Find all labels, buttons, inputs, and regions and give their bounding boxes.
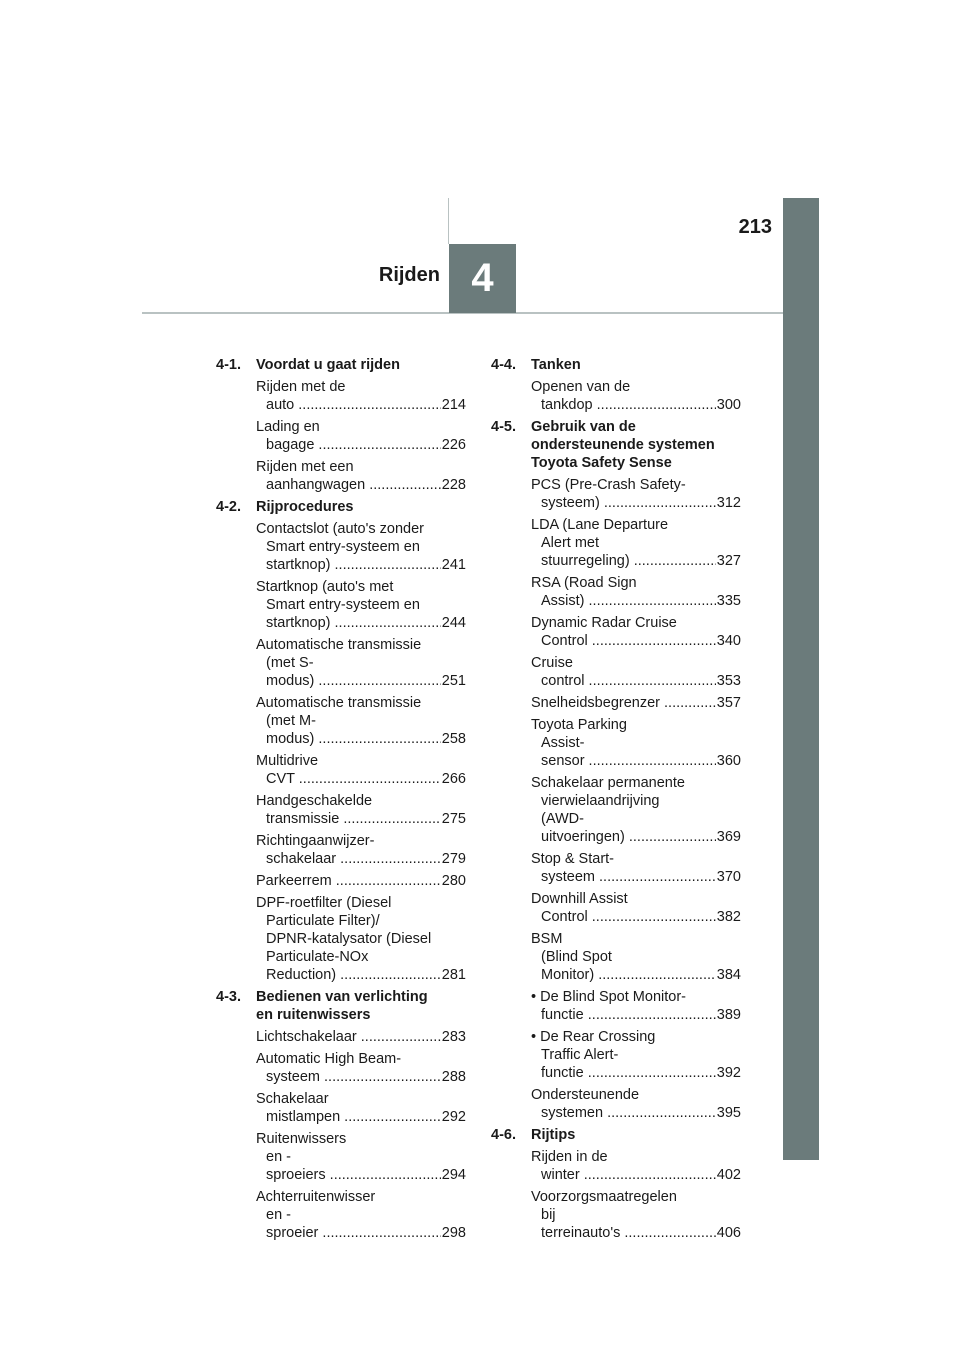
chapter-sidebar-bar	[783, 198, 819, 1160]
toc-entry-page: 360	[716, 753, 741, 769]
toc-column-right	[491, 356, 741, 1246]
toc-entry-page: 370	[716, 869, 741, 885]
toc-entry-title: Rijden met een aanhangwagen .....	[256, 458, 441, 494]
toc-entry-page: 279	[441, 851, 466, 867]
toc-entry-title: Richtingaanwijzer- schakelaar .....	[256, 832, 441, 868]
toc-entry-page: 406	[716, 1225, 741, 1241]
toc-section-number: 4-5.	[491, 419, 516, 435]
toc-section-heading	[491, 356, 741, 374]
toc-entry-title: BSM (Blind Spot Monitor) .....	[531, 930, 716, 984]
toc-column-left	[216, 356, 466, 1246]
toc-entry-page: 228	[441, 477, 466, 493]
page-number: 213	[738, 216, 772, 238]
toc-entry[interactable]	[256, 458, 466, 494]
toc-entry[interactable]	[531, 614, 741, 650]
toc-entry[interactable]	[256, 520, 466, 574]
toc-entry-title: Snelheidsbegrenzer .....	[531, 694, 716, 712]
toc-entry-body	[256, 520, 441, 574]
toc-entry[interactable]	[256, 1188, 466, 1242]
toc-entry[interactable]	[256, 636, 466, 690]
toc-entry[interactable]	[256, 1028, 466, 1046]
toc-entry-body	[256, 792, 441, 828]
toc-entry-page: 292	[441, 1109, 466, 1125]
toc-entry[interactable]	[531, 716, 741, 770]
toc-entry-page: 251	[441, 673, 466, 689]
toc-entry-page: 226	[441, 437, 466, 453]
toc-entry-title: Lichtschakelaar .....	[256, 1028, 441, 1046]
toc-entry-body	[531, 694, 716, 712]
toc-entry-title: Openen van de tankdop .....	[531, 378, 716, 414]
toc-entry[interactable]	[256, 418, 466, 454]
toc-entry[interactable]	[531, 850, 741, 886]
toc-section-number: 4-3.	[216, 989, 241, 1005]
toc-entry-page: 275	[441, 811, 466, 827]
toc-entry[interactable]	[531, 1148, 741, 1184]
chapter-title: Rijden	[378, 264, 440, 286]
toc-entry-body	[256, 458, 441, 494]
toc-entry-title: LDA (Lane Departure Alert met stuurregeling) .....	[531, 516, 716, 570]
toc-entry-body	[531, 574, 716, 610]
toc-entry-title: Handgeschakelde transmissie .....	[256, 792, 441, 828]
toc-entry-body	[256, 694, 441, 748]
toc-entry-body	[256, 1028, 441, 1046]
toc-entry[interactable]	[256, 578, 466, 632]
toc-entry-body	[256, 1188, 441, 1242]
toc-entry-title: Startknop (auto's met Smart entry-systeem en startknop) .....	[256, 578, 441, 632]
toc-entry-title: Parkeerrem .....	[256, 872, 441, 890]
toc-entry[interactable]	[531, 1086, 741, 1122]
toc-entry-page: 353	[716, 673, 741, 689]
toc-entry-page: 335	[716, 593, 741, 609]
toc-entry[interactable]	[531, 378, 741, 414]
toc-entry-page: 266	[441, 771, 466, 787]
toc-entry[interactable]	[256, 752, 466, 788]
toc-entry-page: 281	[441, 967, 466, 983]
toc-entry-title: Cruise control .....	[531, 654, 716, 690]
toc-entry-title: PCS (Pre-Crash Safety- systeem) .....	[531, 476, 716, 512]
toc-section-title: Bedienen van verlichting en ruitenwissers	[256, 989, 428, 1023]
toc-entry[interactable]	[531, 694, 741, 712]
toc-entry-body	[531, 930, 716, 984]
toc-entry-title: • De Rear Crossing Traffic Alert-functie .....	[531, 1028, 716, 1082]
toc-entry-title: Ondersteunende systemen .....	[531, 1086, 716, 1122]
toc-entry-body	[531, 614, 716, 650]
toc-entry[interactable]	[256, 694, 466, 748]
toc-entry-body	[531, 988, 716, 1024]
toc-entry-title: Multidrive CVT .....	[256, 752, 441, 788]
toc-entry-body	[256, 1130, 441, 1184]
header-divider-vertical	[448, 198, 449, 244]
toc-section-number: 4-4.	[491, 357, 516, 373]
toc-entry[interactable]	[531, 654, 741, 690]
toc-entry-body	[531, 774, 716, 846]
toc-entry-page: 312	[716, 495, 741, 511]
toc-entry-body	[531, 1028, 716, 1082]
toc-entry-body	[531, 476, 716, 512]
toc-entry-body	[256, 1090, 441, 1126]
toc-section-heading	[216, 988, 466, 1024]
toc-entry-page: 327	[716, 553, 741, 569]
toc-entry[interactable]	[531, 476, 741, 512]
toc-section-heading	[216, 356, 466, 374]
toc-entry-title: DPF-roetfilter (Diesel Particulate Filter)/ DPNR-katalysator (Diesel Particulate-NOx Reduction) .....	[256, 894, 441, 984]
toc-entry-page: 382	[716, 909, 741, 925]
toc-entry-body	[531, 716, 716, 770]
toc-entry[interactable]	[256, 872, 466, 890]
toc-entry-title: Stop & Start-systeem .....	[531, 850, 716, 886]
toc-section-title: Tanken	[531, 357, 581, 373]
toc-section-number: 4-1.	[216, 357, 241, 373]
toc-section-number: 4-2.	[216, 499, 241, 515]
toc-entry-page: 300	[716, 397, 741, 413]
toc-section-number: 4-6.	[491, 1127, 516, 1143]
toc-entry[interactable]	[256, 1130, 466, 1184]
toc-entry[interactable]	[256, 1090, 466, 1126]
toc-entry-body	[531, 654, 716, 690]
toc-entry-page: 258	[441, 731, 466, 747]
toc-entry-title: Voorzorgsmaatregelen bij terreinauto's .....	[531, 1188, 716, 1242]
toc-entry[interactable]	[256, 378, 466, 414]
toc-entry-title: Lading en bagage .....	[256, 418, 441, 454]
toc-entry-title: RSA (Road Sign Assist) .....	[531, 574, 716, 610]
toc-entry-title: Automatische transmissie (met S-modus) .....	[256, 636, 441, 690]
toc-entry-page: 283	[441, 1029, 466, 1045]
toc-entry-page: 288	[441, 1069, 466, 1085]
toc-entry[interactable]	[531, 988, 741, 1024]
toc-entry-body	[256, 578, 441, 632]
toc-entry-page: 241	[441, 557, 466, 573]
toc-entry-title: Rijden met de auto .....	[256, 378, 441, 414]
toc-entry[interactable]	[256, 832, 466, 868]
toc-entry-body	[531, 1188, 716, 1242]
chapter-number-box	[449, 244, 516, 313]
toc-section-heading	[491, 418, 741, 472]
chapter-number: 4	[471, 256, 494, 300]
toc-entry-body	[531, 378, 716, 414]
toc-entry[interactable]	[531, 574, 741, 610]
toc-entry-page: 395	[716, 1105, 741, 1121]
toc-entry-title: Achterruitenwisser en -sproeier .....	[256, 1188, 441, 1242]
toc-entry-page: 402	[716, 1167, 741, 1183]
toc-section-heading	[216, 498, 466, 516]
toc-entry-page: 340	[716, 633, 741, 649]
toc-entry-title: Automatische transmissie (met M-modus) .....	[256, 694, 441, 748]
toc-entry-body	[531, 516, 716, 570]
toc-entry-page: 369	[716, 829, 741, 845]
toc-entry-body	[531, 850, 716, 886]
toc-entry-page: 298	[441, 1225, 466, 1241]
toc-entry-title: Downhill Assist Control .....	[531, 890, 716, 926]
toc-entry[interactable]	[256, 1050, 466, 1086]
toc-entry[interactable]	[531, 1188, 741, 1242]
toc-entry-page: 357	[716, 695, 741, 711]
toc-entry[interactable]	[531, 774, 741, 846]
toc-section-title: Rijprocedures	[256, 499, 354, 515]
toc-entry[interactable]	[256, 894, 466, 984]
toc-entry[interactable]	[256, 792, 466, 828]
toc-entry-body	[256, 418, 441, 454]
toc-section-title: Gebruik van de ondersteunende systemen Toyota Safety Sense	[531, 419, 715, 471]
toc-entry-title: Schakelaar mistlampen .....	[256, 1090, 441, 1126]
toc-entry-body	[531, 1148, 716, 1184]
toc-section-heading	[491, 1126, 741, 1144]
toc-entry-title: • De Blind Spot Monitor- functie .....	[531, 988, 716, 1024]
toc-entry-body	[256, 894, 441, 984]
toc-entry-body	[256, 636, 441, 690]
toc-entry-title: Ruitenwissers en -sproeiers .....	[256, 1130, 441, 1184]
toc-entry[interactable]	[531, 930, 741, 984]
toc-section-title: Rijtips	[531, 1127, 576, 1143]
toc-entry-body	[256, 1050, 441, 1086]
toc-entry-page: 214	[441, 397, 466, 413]
toc-entry-title: Schakelaar permanente vierwielaandrijving (AWD-uitvoeringen) .....	[531, 774, 716, 846]
toc-entry-page: 294	[441, 1167, 466, 1183]
toc-entry-page: 280	[441, 873, 466, 889]
toc-entry-title: Automatic High Beam- systeem .....	[256, 1050, 441, 1086]
toc-entry-body	[256, 378, 441, 414]
toc-entry-title: Rijden in de winter .....	[531, 1148, 716, 1184]
toc-entry-body	[256, 832, 441, 868]
toc-entry-body	[531, 890, 716, 926]
toc-section-title: Voordat u gaat rijden	[256, 357, 400, 373]
toc-entry-title: Dynamic Radar Cruise Control .....	[531, 614, 716, 650]
toc-entry-page: 384	[716, 967, 741, 983]
toc-entry-title: Toyota Parking Assist-sensor .....	[531, 716, 716, 770]
toc-entry[interactable]	[531, 516, 741, 570]
toc-entry-page: 244	[441, 615, 466, 631]
toc-entry-body	[256, 872, 441, 890]
toc-entry[interactable]	[531, 1028, 741, 1082]
toc-entry-title: Contactslot (auto's zonder Smart entry-systeem en startknop) .....	[256, 520, 441, 574]
toc-entry[interactable]	[531, 890, 741, 926]
toc-entry-page: 389	[716, 1007, 741, 1023]
toc-entry-body	[531, 1086, 716, 1122]
toc-entry-body	[256, 752, 441, 788]
toc-entry-page: 392	[716, 1065, 741, 1081]
